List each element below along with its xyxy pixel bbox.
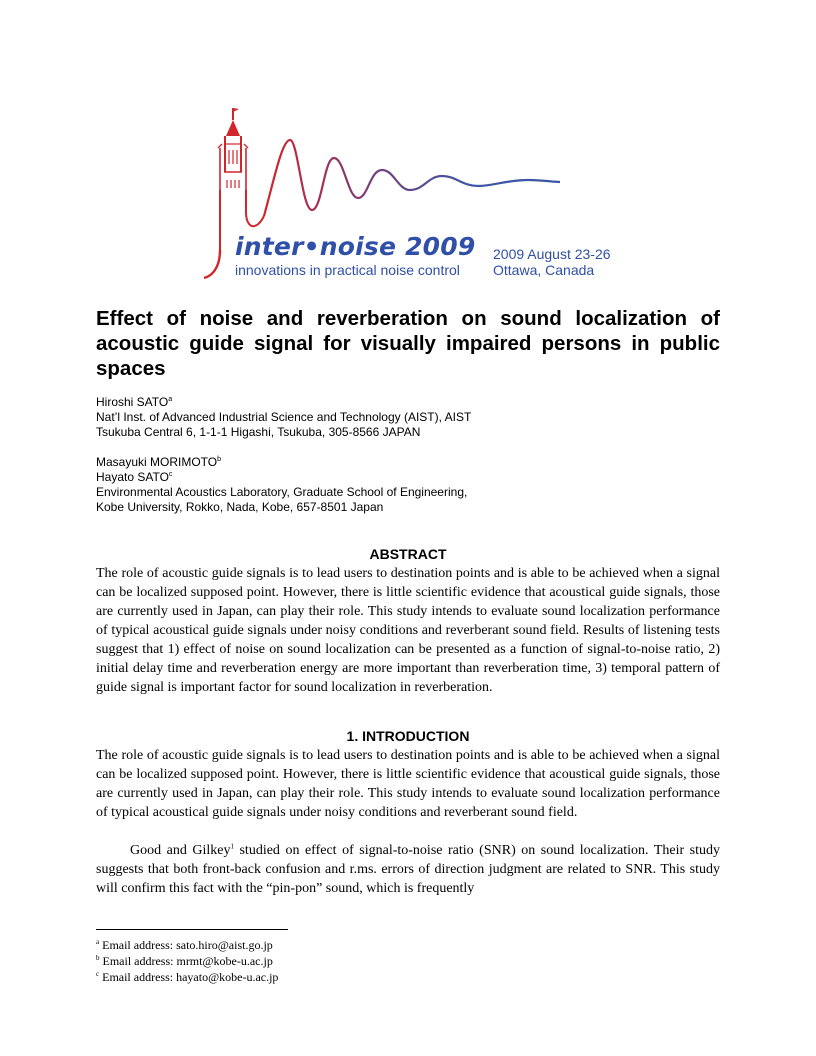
author-name <box>96 455 720 470</box>
author-address: Kobe University, Rokko, Nada, Kobe, 657-8501 Japan <box>96 500 384 514</box>
author-name <box>96 470 720 485</box>
footnote-item <box>96 937 278 953</box>
author-name-text: Hayato SATO <box>96 470 169 484</box>
footnote-text: Email address: hayato@kobe-u.ac.jp <box>99 970 279 984</box>
paragraph-text: studied on effect of signal-to-noise ratio (SNR) on sound localization. Their study suggests that both front-back confusion and r.ms. errors of direction judgment are related to SNR. This study will confirm this fact with the “pin-pon” sound, which is frequently <box>96 843 720 896</box>
author-mark: a <box>168 396 173 403</box>
footnote-item <box>96 953 278 969</box>
author-name-text: Masayuki MORIMOTO <box>96 455 218 469</box>
introduction-heading: 1. INTRODUCTION <box>346 728 470 744</box>
reference-mark: 1 <box>230 842 234 851</box>
footnote-text: Email address: sato.hiro@aist.go.jp <box>99 938 273 952</box>
author-mark: b <box>217 456 222 463</box>
conference-date: 2009 August 23-26 <box>493 246 611 262</box>
footnotes <box>96 937 278 985</box>
paper-title: Effect of noise and reverberation on sound localization of acoustic guide signal for visually impaired persons in public spaces <box>96 307 720 380</box>
conference-name: inter•noise 2009 <box>235 232 476 261</box>
author-address: Tsukuba Central 6, 1-1-1 Higashi, Tsukuba, 305-8566 JAPAN <box>96 425 421 439</box>
author-name-text: Hiroshi SATO <box>96 395 169 409</box>
author-affiliation: Environmental Acoustics Laboratory, Graduate School of Engineering, <box>96 485 468 499</box>
author-block-1 <box>96 395 720 440</box>
introduction-paragraph-1: The role of acoustic guide signals is to lead users to destination points and is able to be achieved when a signal can be localized supposed point. However, there is little scientific evidence that acoustical guide signals, those are currently used in Japan, can play their role. This study intends to evaluate sound localization performance of typical acoustical guide signals under noisy conditions and reverberant sound field. <box>96 748 720 820</box>
author-name <box>96 395 720 410</box>
abstract-heading: ABSTRACT <box>369 546 447 562</box>
introduction-paragraph-2 <box>96 841 720 898</box>
paragraph-text: Good and Gilkey <box>130 843 231 858</box>
footnote-mark: c <box>96 970 100 978</box>
sound-wave-icon <box>264 140 560 216</box>
footnote-divider <box>96 929 288 930</box>
author-block-2 <box>96 455 720 515</box>
conference-tagline: innovations in practical noise control <box>235 262 460 278</box>
footnote-mark: b <box>96 954 100 962</box>
author-affiliation: Nat’l Inst. of Advanced Industrial Science and Technology (AIST), AIST <box>96 410 472 424</box>
author-mark: c <box>168 471 173 478</box>
footnote-text: Email address: mrmt@kobe-u.ac.jp <box>99 954 273 968</box>
conference-location: Ottawa, Canada <box>493 262 595 278</box>
footnote-item <box>96 969 278 985</box>
footnote-mark: a <box>96 938 100 946</box>
abstract-text: The role of acoustic guide signals is to lead users to destination points and is able to be achieved when a signal can be localized supposed point. However, there is little scientific evidence that acoustical guide signals, those are currently used in Japan, can play their role. This study intends to evaluate sound localization performance of typical acoustical guide signals under noisy conditions and reverberant sound field. Results of listening tests suggest that 1) effect of noise on sound localization can be presented as a function of signal-to-noise ratio, 2) initial delay time and reverberation energy are more important than reverberation time, 3) temporal pattern of guide signal is important factor for sound localization in reverberation. <box>96 566 720 695</box>
